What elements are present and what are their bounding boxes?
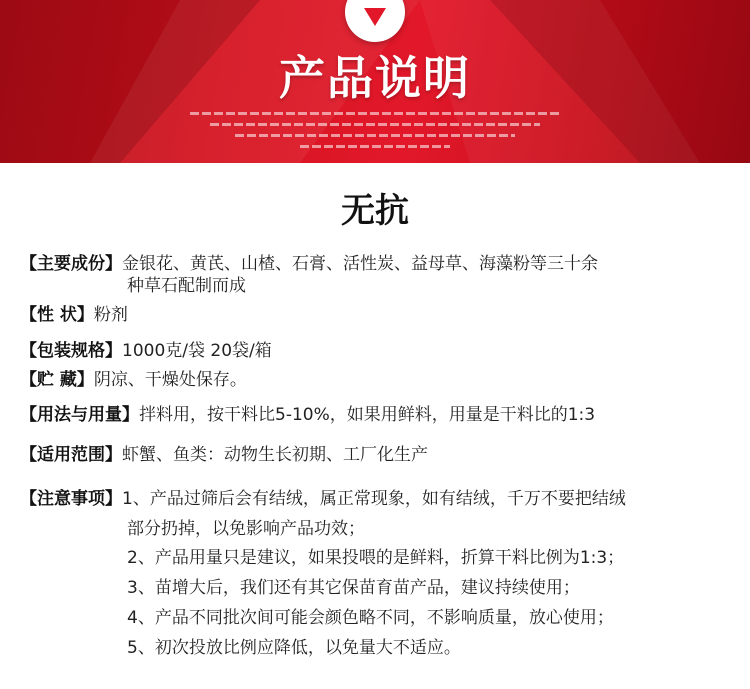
note-item: 5、初次投放比例应降低，以免量大不适应。 [127,638,461,658]
spec-value: 金银花、黄芪、山楂、石膏、活性炭、益母草、海藻粉等三十余 [122,254,598,274]
product-name: 无抗 [341,191,409,231]
spec-value: 虾蟹、鱼类：动物生长初期、工厂化生产 [122,445,428,465]
note-item: 2、产品用量只是建议，如果投喂的是鲜料，折算干料比例为1:3； [127,548,625,568]
spec-label: 【包装规格】 [20,341,122,361]
spec-label: 【主要成份】 [20,254,122,274]
spec-label: 【适用范围】 [20,445,122,465]
spec-value-continued: 种草石配制而成 [127,276,246,296]
spec-ingredients [20,252,598,276]
spec-label: 【注意事项】 [20,489,122,509]
spec-value: 粉剂 [93,305,128,325]
note-item: 4、产品不同批次间可能会颜色略不同，不影响质量，放心使用； [127,608,614,628]
spec-usage [20,403,595,427]
spec-value: 拌料用，按干料比5-10%，如果用鲜料，用量是干料比的1:3 [139,405,596,425]
banner-decoration [0,112,750,156]
banner-title: 产品说明 [279,51,471,105]
spec-label: 【性 状】 [20,305,94,325]
spec-label: 【用法与用量】 [20,405,139,425]
spec-value: 1000克/袋 20袋/箱 [122,341,272,361]
spec-form [20,303,128,327]
spec-label: 【贮 藏】 [20,370,94,390]
spec-notes [20,487,626,511]
note-item: 1、产品过筛后会有结绒，属正常现象，如有结绒，千万不要把结绒 [122,489,626,509]
chevron-down-icon [364,8,386,26]
note-item: 部分扔掉，以免影响产品功效； [127,519,365,539]
spec-storage [20,368,247,392]
spec-value: 阴凉、干燥处保存。 [93,370,247,390]
spec-packaging [20,339,272,363]
spec-scope [20,443,428,467]
header-banner [0,0,750,163]
note-item: 3、苗增大后，我们还有其它保苗育苗产品，建议持续使用； [127,578,580,598]
